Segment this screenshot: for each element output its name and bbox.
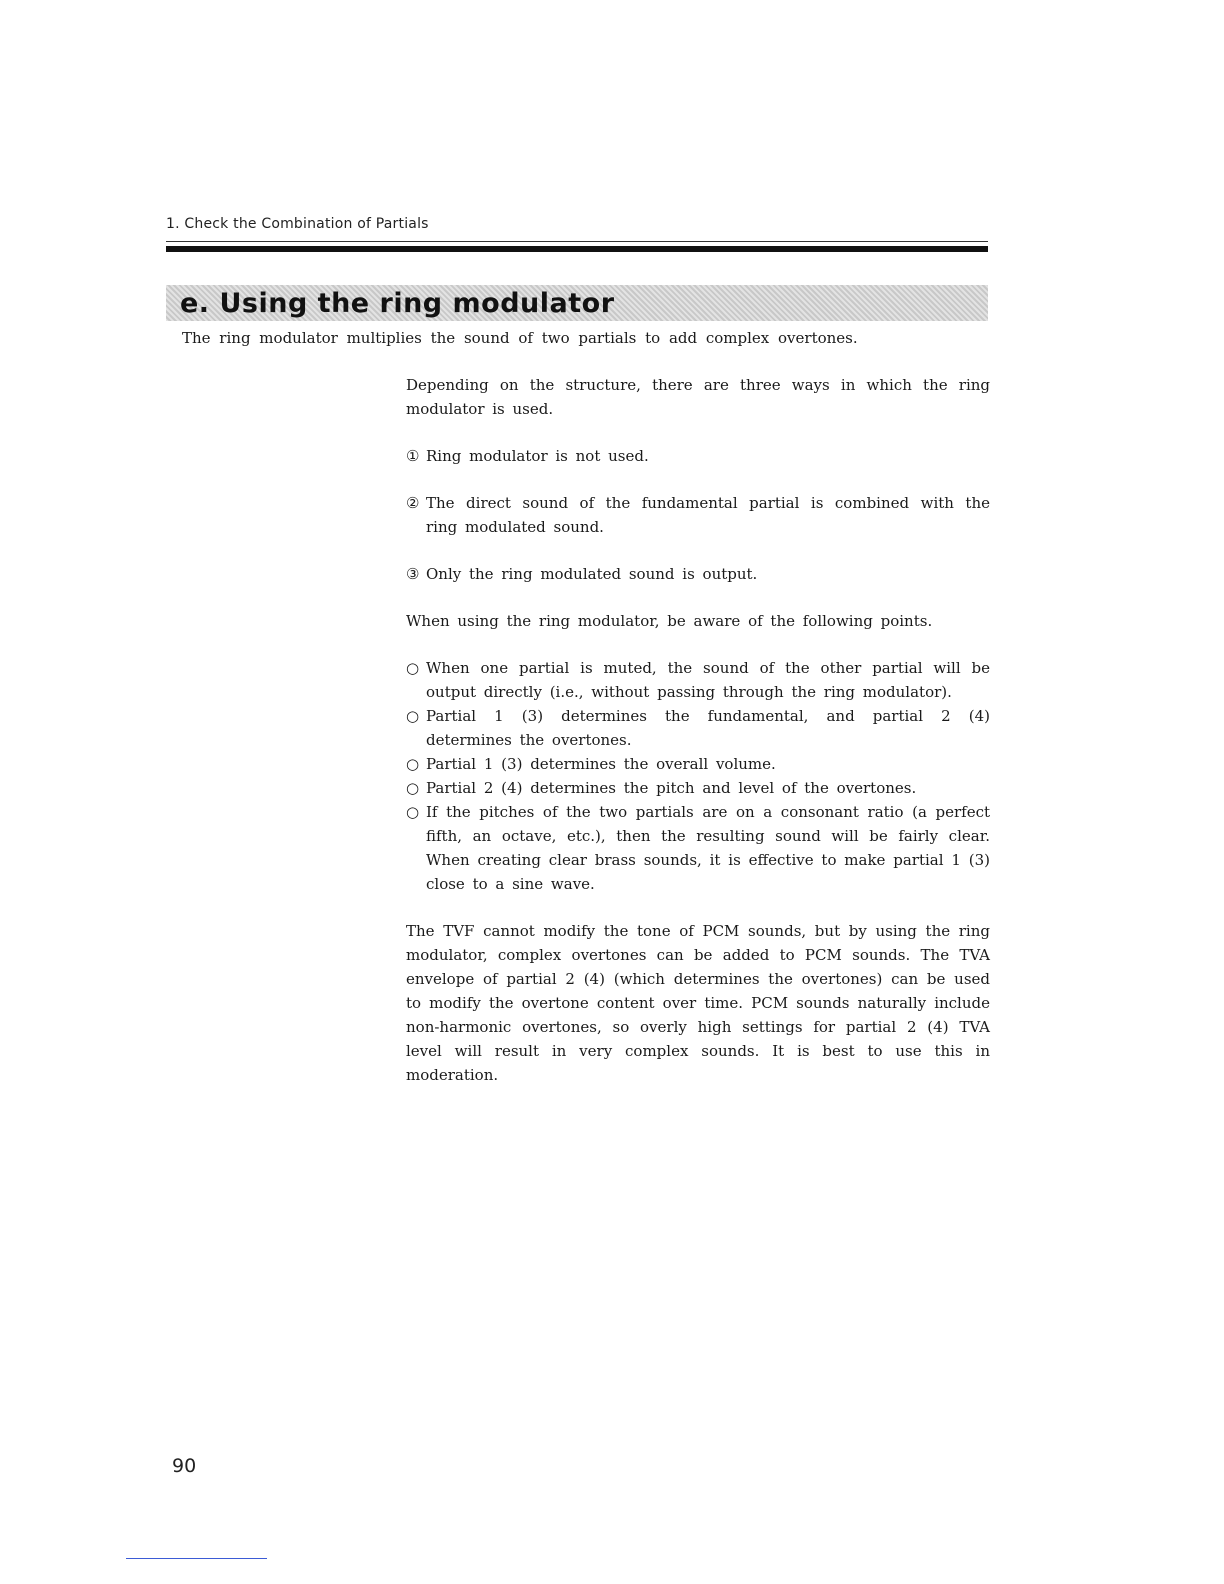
closing-paragraph: The TVF cannot modify the tone of PCM sounds, but by using the ring modulator, complex overtones can be added to PCM sounds. The TVA envelope of partial 2 (4) (which determines the overtones) can be used to modify the overtone content over time. PCM sounds naturally include non-harmonic overtones, so overly high settings for partial 2 (4) TVA level will result in very complex sounds. It is best to use this in moderation. <box>406 922 990 1084</box>
point-text: Partial 2 (4) determines the pitch and level of the overtones. <box>426 779 917 797</box>
points-list <box>406 656 990 896</box>
section-intro: The ring modulator multiplies the sound of two partials to add complex overtones. <box>182 329 858 347</box>
points-intro: When using the ring modulator, be aware of the following points. <box>406 612 933 630</box>
way-marker: ③ <box>406 565 420 583</box>
way-item <box>406 562 990 586</box>
point-item <box>406 656 990 704</box>
point-item <box>406 704 990 752</box>
circle-bullet-icon: ○ <box>406 803 420 821</box>
way-text: Only the ring modulated sound is output. <box>426 565 758 583</box>
body-column <box>406 373 990 1110</box>
header-rule-thick <box>166 246 988 252</box>
point-item <box>406 800 990 896</box>
circle-bullet-icon: ○ <box>406 707 420 725</box>
point-text: Partial 1 (3) determines the overall volume. <box>426 755 776 773</box>
point-item <box>406 776 990 800</box>
page-number: 90 <box>172 1455 197 1477</box>
lead-paragraph: Depending on the structure, there are three ways in which the ring modulator is used. <box>406 376 990 418</box>
circle-bullet-icon: ○ <box>406 659 420 677</box>
point-text: If the pitches of the two partials are on a consonant ratio (a perfect fifth, an octave, etc.), then the resulting sound will be fairly clear. When creating clear brass sounds, it is effective to make partial 1 (3) close to a sine wave. <box>426 803 990 893</box>
circle-bullet-icon: ○ <box>406 779 420 797</box>
way-marker: ② <box>406 494 420 512</box>
point-text: When one partial is muted, the sound of the other partial will be output directly (i.e., without passing through the ring modulator). <box>426 659 990 701</box>
way-text: Ring modulator is not used. <box>426 447 649 465</box>
point-text: Partial 1 (3) determines the fundamental, and partial 2 (4) determines the overtones. <box>426 707 990 749</box>
bottom-rule <box>126 1558 267 1559</box>
way-text: The direct sound of the fundamental partial is combined with the ring modulated sound. <box>426 494 990 536</box>
way-marker: ① <box>406 447 420 465</box>
running-head: 1. Check the Combination of Partials <box>166 216 429 232</box>
way-item <box>406 444 990 468</box>
circle-bullet-icon: ○ <box>406 755 420 773</box>
point-item <box>406 752 990 776</box>
way-item <box>406 491 990 539</box>
section-title: e. Using the ring modulator <box>180 288 615 319</box>
header-rule-thin <box>166 241 988 242</box>
